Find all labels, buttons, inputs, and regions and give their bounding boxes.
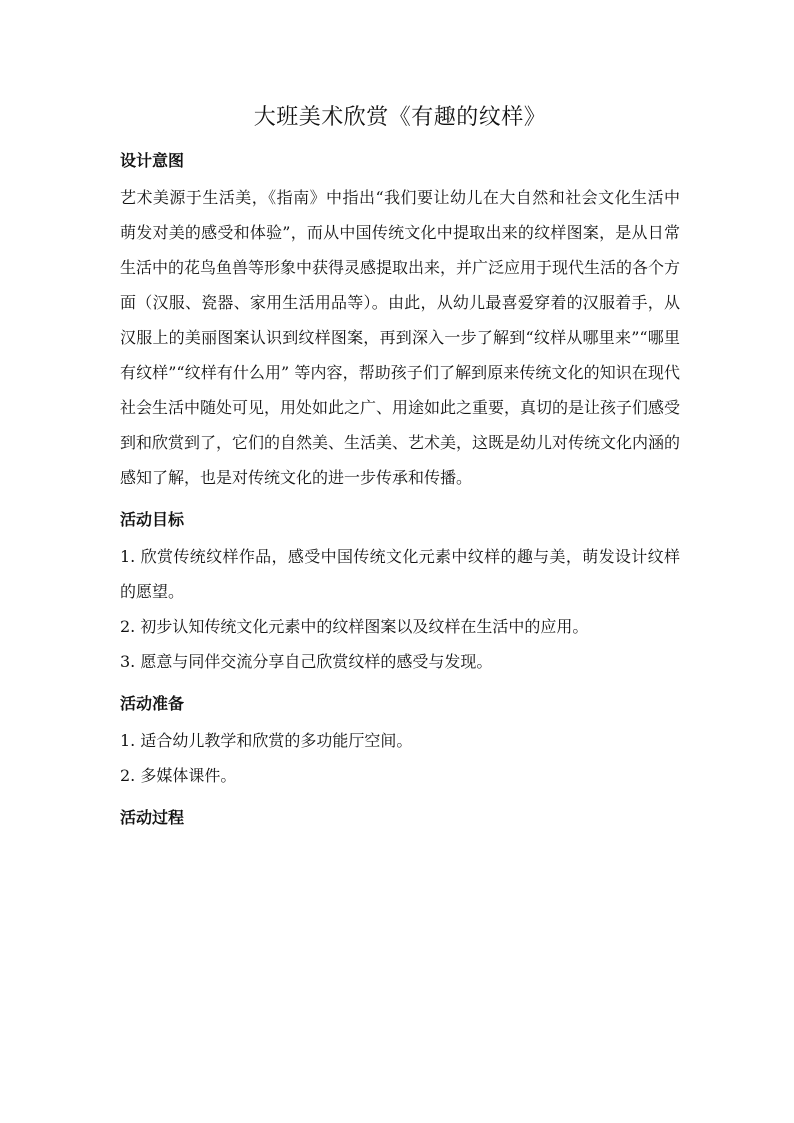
section-heading-design-intent: 设计意图 [120,151,185,170]
section-heading-goals: 活动目标 [120,510,185,529]
document-title: 大班美术欣赏《有趣的纹样》 [253,105,547,130]
goal-item-3: 3. 愿意与同伴交流分享自己欣赏纹样的感受与发现。 [120,652,493,671]
section-heading-process: 活动过程 [120,808,185,827]
goal-item-1: 1. 欣赏传统纹样作品，感受中国传统文化元素中纹样的趣与美，萌发设计纹样的愿望。 [120,547,680,601]
section-heading-preparation: 活动准备 [120,694,185,713]
preparation-item-1: 1. 适合幼儿教学和欣赏的多功能厅空间。 [120,731,413,750]
design-intent-paragraph: 艺术美源于生活美，《指南》中指出“我们要让幼儿在大自然和社会文化生活中萌发对美的感受和体验”，而从中国传统文化中提取出来的纹样图案，是从日常生活中的花鸟鱼兽等形象中获得灵感提取出来，并广泛应用于现代生活的各个方面（汉服、瓷器、家用生活用品等）。由此，从幼儿最喜爱穿着的汉服着手，从汉服上的美丽图案认识到纹样图案，再到深入一步了解到“纹样从哪里来”“哪里有纹样”“纹样有什么用” 等内容，帮助孩子们了解到原来传统文化的知识在现代社会生活中随处可见，用处如此之广、用途如此之重要，真切的是让孩子们感受到和欣赏到了，它们的自然美、生活美、艺术美，这既是幼儿对传统文化内涵的感知了解，也是对传统文化的进一步传承和传播。 [120,188,681,487]
preparation-item-2: 2. 多媒体课件。 [120,766,237,785]
goal-item-2: 2. 初步认知传统文化元素中的纹样图案以及纹样在生活中的应用。 [120,617,589,636]
document-body [120,100,680,835]
